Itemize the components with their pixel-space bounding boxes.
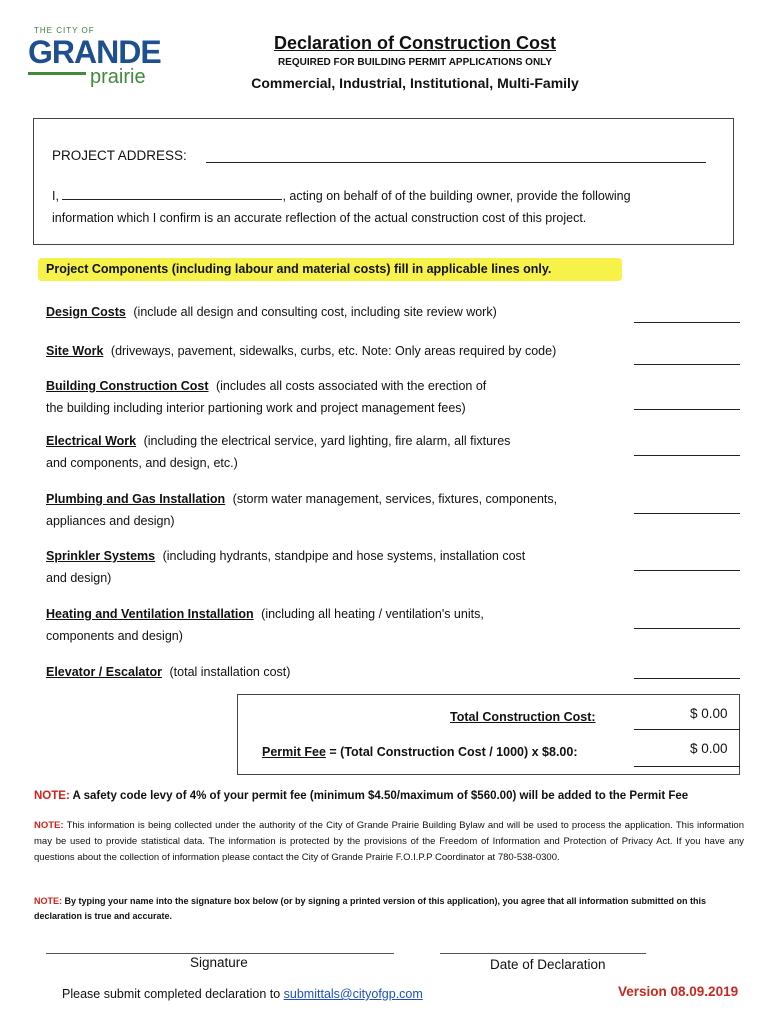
plumbing-cost-field[interactable] xyxy=(634,513,740,514)
logo-sub-text: prairie xyxy=(90,66,146,88)
component-design xyxy=(46,301,636,323)
signature-note-text: By typing your name into the signature box below (or by signing a printed version of this application), you agree that all information submitted on this declaration is true and accurate. xyxy=(34,896,707,921)
email-link[interactable]: submittals@cityofgp.com xyxy=(283,987,423,1001)
category-heading: Commercial, Industrial, Institutional, Multi-Family xyxy=(251,75,579,91)
note-prefix: NOTE: xyxy=(34,790,70,802)
site-work-cost-field[interactable] xyxy=(634,364,740,365)
component-desc: (including hydrants, standpipe and hose systems, installation cost xyxy=(162,549,526,563)
signature-note xyxy=(34,894,744,924)
component-desc: (includes all costs associated with the erection of xyxy=(215,379,487,393)
project-address-label: PROJECT ADDRESS: xyxy=(52,148,187,163)
permit-fee-label xyxy=(262,745,577,759)
levy-note xyxy=(34,790,688,802)
component-heading: Electrical Work xyxy=(46,434,137,448)
component-heading: Elevator / Escalator xyxy=(46,665,163,679)
elevator-cost-field[interactable] xyxy=(634,678,740,679)
component-heading: Site Work xyxy=(46,344,104,358)
component-desc: (including the electrical service, yard lighting, fire alarm, all fixtures xyxy=(143,434,511,448)
components-header xyxy=(38,258,622,281)
permit-fee-value[interactable]: $ 0.00 xyxy=(690,741,728,756)
signature-label: Signature xyxy=(190,955,248,970)
component-elevator xyxy=(46,661,636,683)
submit-instructions xyxy=(62,987,423,1001)
date-label: Date of Declaration xyxy=(490,957,606,972)
components-header-text: Project Components (including labour and material costs) fill in applicable lines only. xyxy=(46,262,552,276)
electrical-cost-field[interactable] xyxy=(634,455,740,456)
i-label: I, xyxy=(52,189,59,203)
component-desc-2: and design) xyxy=(46,571,112,585)
component-site-work xyxy=(46,340,636,362)
component-heading: Plumbing and Gas Installation xyxy=(46,492,226,506)
component-plumbing xyxy=(46,488,636,532)
permit-fee-formula: = (Total Construction Cost / 1000) x $8.00: xyxy=(325,745,578,759)
component-heading: Sprinkler Systems xyxy=(46,549,156,563)
component-desc-2: and components, and design, etc.) xyxy=(46,456,238,470)
statement-line-2: information which I confirm is an accurate reflection of the actual construction cost of this project. xyxy=(52,211,587,225)
version-label: Version 08.09.2019 xyxy=(618,984,739,999)
submit-text: Please submit completed declaration to xyxy=(62,987,284,1001)
component-desc-2: components and design) xyxy=(46,629,183,643)
privacy-note xyxy=(34,818,744,866)
component-heading: Design Costs xyxy=(46,305,126,319)
date-field[interactable] xyxy=(440,953,646,954)
permit-fee-line xyxy=(634,766,740,767)
privacy-note-text: This information is being collected under the authority of the City of Grande Prairie Building Bylaw and will be used to process the application. This information may be used to provide statistical data. The information is protected by the provisions of the Freedom of Information and Protection of Privacy Act. If you have any questions about the collection of information please contact the City of Grande Prairie F.O.I.P.P Coordinator at 780-538-0300. xyxy=(34,820,744,863)
declarant-name-field[interactable] xyxy=(62,187,282,200)
building-construction-cost-field[interactable] xyxy=(634,409,740,410)
total-cost-value[interactable]: $ 0.00 xyxy=(690,706,728,721)
note-prefix: NOTE: xyxy=(34,896,62,906)
component-desc-2: appliances and design) xyxy=(46,514,175,528)
component-electrical xyxy=(46,430,636,474)
component-building-construction xyxy=(46,375,636,419)
component-heading: Building Construction Cost xyxy=(46,379,209,393)
logo-big-text: GRANDE xyxy=(28,34,161,70)
sprinkler-cost-field[interactable] xyxy=(634,570,740,571)
permit-fee-word: Permit Fee xyxy=(262,745,326,759)
declarant-statement xyxy=(52,185,712,229)
total-cost-label: Total Construction Cost: xyxy=(450,710,596,724)
totals-box xyxy=(237,694,740,775)
levy-note-text: A safety code levy of 4% of your permit fee (minimum $4.50/maximum of $560.00) will be added to the Permit Fee xyxy=(69,790,689,802)
logo-small-text: THE CITY OF xyxy=(34,26,95,35)
page-subtitle: REQUIRED FOR BUILDING PERMIT APPLICATIONS ONLY xyxy=(277,57,553,68)
component-sprinkler xyxy=(46,545,636,589)
heating-cost-field[interactable] xyxy=(634,628,740,629)
project-address-field[interactable] xyxy=(206,162,706,163)
component-desc-2: the building including interior partioning work and project management fees) xyxy=(46,401,466,415)
page-title: Declaration of Construction Cost xyxy=(273,33,556,53)
design-cost-field[interactable] xyxy=(634,322,740,323)
component-desc: (driveways, pavement, sidewalks, curbs, etc. Note: Only areas required by code) xyxy=(110,344,557,358)
component-desc: (storm water management, services, fixtures, components, xyxy=(232,492,558,506)
total-cost-line xyxy=(634,729,740,730)
note-prefix: NOTE: xyxy=(34,820,64,831)
component-heating xyxy=(46,603,636,647)
component-desc: (total installation cost) xyxy=(169,665,291,679)
statement-line-1: , acting on behalf of of the building owner, provide the following xyxy=(282,189,631,203)
signature-field[interactable] xyxy=(46,953,394,954)
component-heading: Heating and Ventilation Installation xyxy=(46,607,254,621)
component-desc: (include all design and consulting cost, including site review work) xyxy=(133,305,497,319)
component-desc: (including all heating / ventilation's units, xyxy=(261,607,484,621)
